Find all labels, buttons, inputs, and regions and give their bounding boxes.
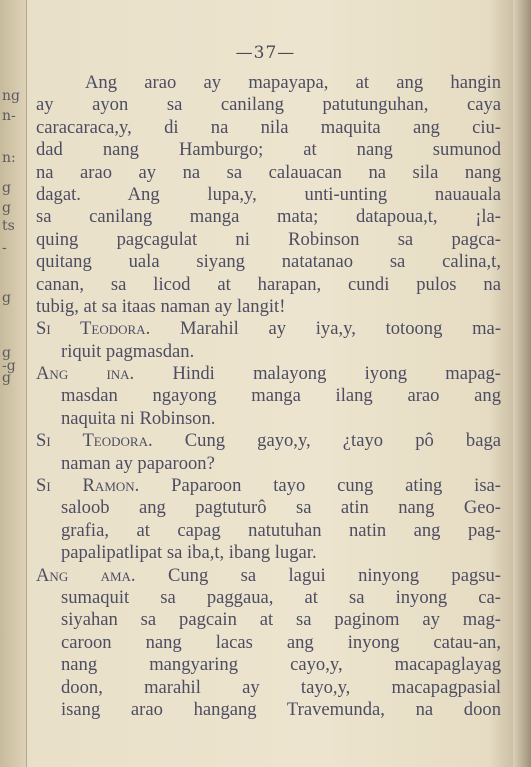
text-line (36, 363, 501, 385)
speaker-name: Si Teodora. (36, 318, 151, 340)
text-line: riquit pagmasdan. (61, 340, 195, 362)
text-line: naquita ni Robinson. (61, 407, 216, 429)
text-line: dagat. Ang lupa,y, unti-unting nauauala (36, 183, 501, 205)
text-line (36, 318, 501, 340)
text-line: nang mangyaring cayo,y, macapaglayag (61, 654, 501, 676)
text-line: naman ay paparoon? (61, 452, 215, 474)
speaker-name: Ang ama. (36, 564, 136, 586)
text-line: grafia, at capag natutuhan natin ang pag- (61, 519, 501, 541)
dialogue-text: Cung gayo,y, ¿tayo pô baga (184, 430, 501, 452)
dialogue-text: Marahil ay iya,y, totoong ma- (179, 318, 502, 340)
margin-fragment: - (2, 240, 7, 256)
text-line: dad nang Hamburgo; at nang sumunod (36, 139, 501, 161)
margin-fragment: g (2, 180, 11, 196)
page-edge-shadow (513, 0, 531, 767)
margin-fragment: g (2, 200, 11, 216)
text-line: na arao ay na sa calauacan na sila nang (36, 161, 501, 183)
margin-fragment: n: (2, 150, 16, 166)
text-line: sa canilang manga mata; datapoua,t, ¡la- (36, 206, 501, 228)
text-line (36, 565, 501, 587)
text-line: masdan ngayong manga ilang arao ang (61, 385, 501, 407)
text-line: caroon nang lacas ang inyong catau-an, (61, 631, 501, 653)
margin-fragment: ts (2, 218, 15, 234)
text-line: quing pagcagulat ni Robinson sa pagca- (36, 228, 501, 250)
speaker-name: Si Ramon. (36, 475, 140, 497)
text-line: doon, marahil ay tayo,y, macapagpasial (61, 676, 501, 698)
margin-fragment: n- (2, 108, 16, 124)
speaker-name: Ang ina. (36, 363, 135, 385)
page-number: —37— (235, 43, 296, 63)
left-page-margin (0, 0, 27, 767)
dialogue-text: Paparoon tayo cung ating isa- (171, 475, 501, 497)
text-line: isang arao hangang Travemunda, na doon (61, 698, 501, 720)
text-line: caracaraca,y, di na nila maquita ang ciu- (36, 116, 501, 138)
text-line: sumaquit sa paggaua, at sa inyong ca- (61, 586, 501, 608)
body-text (36, 72, 501, 721)
text-line: papalipatlipat sa iba,t, ibang lugar. (61, 542, 317, 564)
text-line: Ang arao ay mapayapa, at ang hangin (85, 72, 501, 93)
margin-fragment: ng (2, 88, 20, 104)
text-line: ay ayon sa canilang patutunguhan, caya (36, 94, 501, 116)
text-line: quitang uala siyang natatanao sa calina,t, (36, 251, 501, 273)
speaker-name: Si Teodora. (36, 430, 153, 452)
dialogue-text: Hindi malayong iyong mapag- (172, 363, 501, 385)
text-line: canan, sa licod at harapan, cundi pulos na (36, 273, 501, 295)
margin-fragment: g (2, 345, 11, 361)
text-line: siyahan sa pagcain at sa paginom ay mag- (61, 609, 501, 631)
text-line (36, 475, 501, 497)
margin-fragment: g (2, 290, 11, 306)
text-line (36, 430, 501, 452)
text-line: tubig, at sa itaas naman ay langit! (36, 295, 286, 317)
margin-fragment: g (2, 370, 11, 386)
margin-fragment: -g (2, 358, 16, 374)
dialogue-text: Cung sa lagui ninyong pagsu- (167, 564, 501, 586)
text-line: saloob ang pagtuturô sa atin nang Geo- (61, 497, 501, 519)
